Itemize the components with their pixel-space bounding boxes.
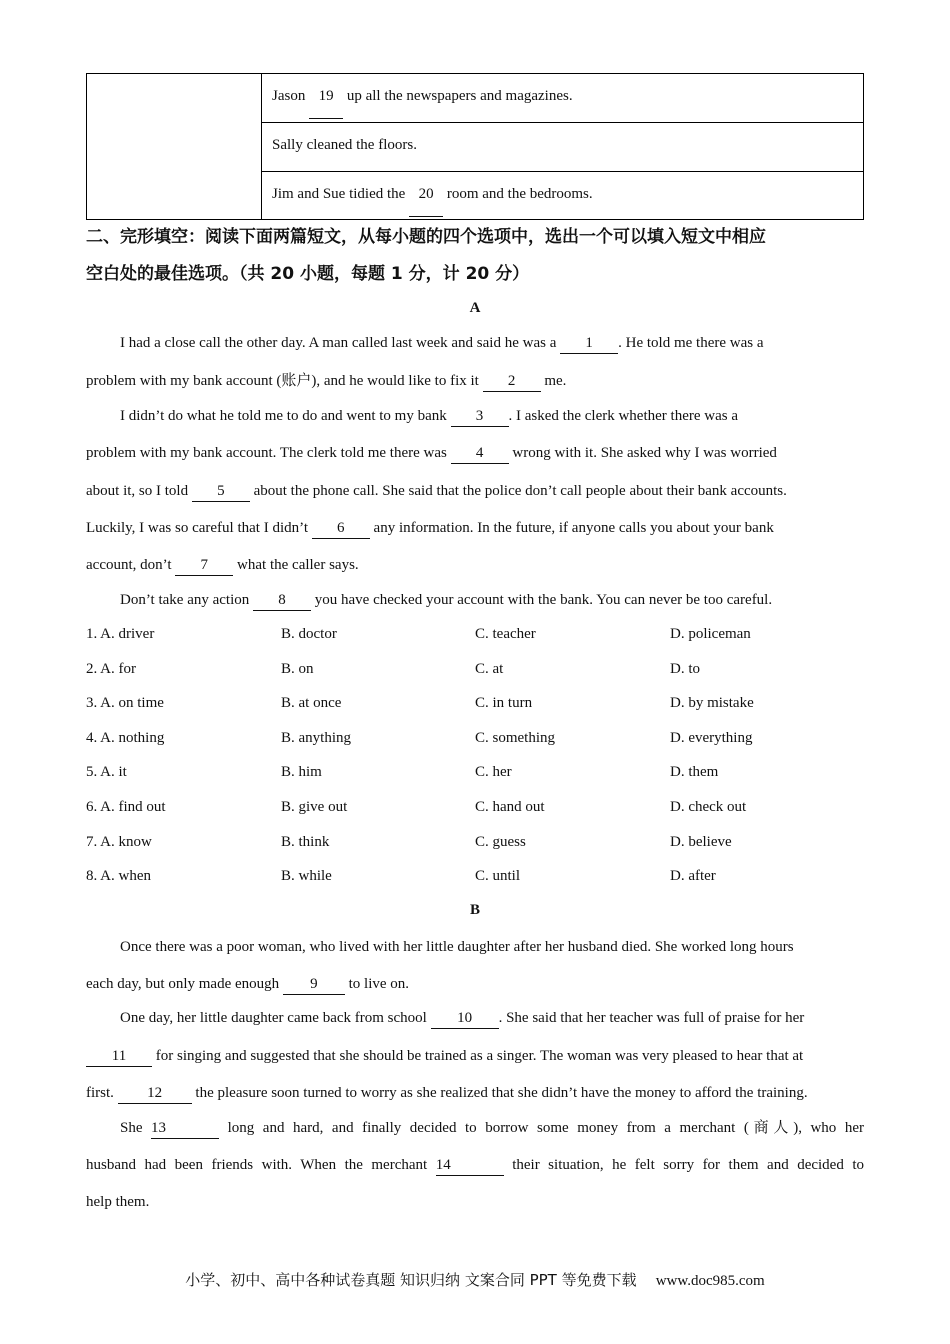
blank-7: 7 bbox=[175, 555, 233, 576]
passage-line: account, don’t 7 what the caller says. bbox=[86, 555, 864, 576]
passage-line: I had a close call the other day. A man called last week and said he was a 1 . He told me there was a bbox=[86, 333, 864, 354]
passage-line: One day, her little daughter came back from school 10 . She said that her teacher was full of praise for her bbox=[86, 1008, 864, 1029]
option-2a: 2. A. for bbox=[86, 661, 136, 677]
footer-text: 小学、初中、高中各种试卷真题 知识归纳 文案合同 PPT 等免费下载 bbox=[185, 1271, 637, 1289]
option-6d: D. check out bbox=[670, 799, 747, 815]
page-footer bbox=[0, 1269, 950, 1290]
passage-a-label: A bbox=[469, 300, 481, 316]
chores-table bbox=[86, 73, 864, 220]
option-2d: D. to bbox=[670, 661, 700, 677]
option-1c: C. teacher bbox=[475, 626, 536, 642]
passage-line: 11 for singing and suggested that she should be trained as a singer. The woman was very pleased to hear that at bbox=[86, 1046, 864, 1067]
section-heading: 二、完形填空：阅读下面两篇短文，从每小题的四个选项中，选出一个可以填入短文中相应 空白处的最佳选项。（共 20 小题，每题 1 分，计 20 分） bbox=[86, 227, 766, 284]
blank-20: 20 bbox=[409, 172, 443, 217]
option-7b: B. think bbox=[281, 834, 330, 850]
blank-9: 9 bbox=[283, 974, 345, 995]
option-1d: D. policeman bbox=[670, 626, 751, 642]
passage-line: problem with my bank account (账户), and he would like to fix it 2 me. bbox=[86, 371, 864, 392]
option-5b: B. him bbox=[281, 764, 322, 780]
option-7a: 7. A. know bbox=[86, 834, 152, 850]
passage-line: Don’t take any action 8 you have checked your account with the bank. You can never be too careful. bbox=[86, 590, 864, 611]
table-row: Sally cleaned the floors. bbox=[262, 123, 863, 172]
option-1b: B. doctor bbox=[281, 626, 337, 642]
option-4c: C. something bbox=[475, 730, 556, 746]
option-3c: C. in turn bbox=[475, 695, 533, 711]
footer-url[interactable]: www.doc985.com bbox=[655, 1273, 765, 1289]
option-4d: D. everything bbox=[670, 730, 753, 746]
option-8c: C. until bbox=[475, 868, 521, 884]
option-5a: 5. A. it bbox=[86, 764, 127, 780]
blank-14: 14 bbox=[436, 1155, 504, 1176]
blank-8: 8 bbox=[253, 590, 311, 611]
option-5c: C. her bbox=[475, 764, 512, 780]
blank-6: 6 bbox=[312, 518, 370, 539]
passage-line: each day, but only made enough 9 to live on. bbox=[86, 974, 864, 995]
option-6a: 6. A. find out bbox=[86, 799, 166, 815]
blank-10: 10 bbox=[431, 1008, 499, 1029]
blank-2: 2 bbox=[483, 371, 541, 392]
option-7c: C. guess bbox=[475, 834, 526, 850]
option-3b: B. at once bbox=[281, 695, 342, 711]
passage-line: first. 12 the pleasure soon turned to worry as she realized that she didn’t have the money to afford the training. bbox=[86, 1083, 864, 1104]
option-2c: C. at bbox=[475, 661, 504, 677]
passage-line: Once there was a poor woman, who lived with her little daughter after her husband died. She worked long hours bbox=[120, 939, 794, 955]
option-7d: D. believe bbox=[670, 834, 732, 850]
passage-b-label: B bbox=[469, 902, 480, 918]
option-8b: B. while bbox=[281, 868, 332, 884]
passage-line: Luckily, I was so careful that I didn’t 6 any information. In the future, if anyone calls you about your bank bbox=[86, 518, 864, 539]
option-5d: D. them bbox=[670, 764, 719, 780]
option-4b: B. anything bbox=[281, 730, 351, 746]
option-1a: 1. A. driver bbox=[86, 626, 155, 642]
table-left-cell bbox=[87, 74, 262, 219]
option-8a: 8. A. when bbox=[86, 868, 151, 884]
table-row: Jason 19 up all the newspapers and magazines. bbox=[262, 74, 863, 123]
blank-5: 5 bbox=[192, 481, 250, 502]
passage-line: I didn’t do what he told me to do and went to my bank 3 . I asked the clerk whether there was a bbox=[86, 406, 864, 427]
blank-11: 11 bbox=[86, 1046, 152, 1067]
option-3d: D. by mistake bbox=[670, 695, 754, 711]
blank-4: 4 bbox=[451, 443, 509, 464]
blank-13: 13 bbox=[151, 1118, 219, 1139]
option-2b: B. on bbox=[281, 661, 314, 677]
blank-1: 1 bbox=[560, 333, 618, 354]
passage-line: She 13 long and hard, and finally decided to borrow some money from a merchant (商人), who her bbox=[120, 1118, 864, 1139]
option-6c: C. hand out bbox=[475, 799, 545, 815]
blank-12: 12 bbox=[118, 1083, 192, 1104]
option-6b: B. give out bbox=[281, 799, 348, 815]
blank-19: 19 bbox=[309, 74, 343, 119]
blank-3: 3 bbox=[451, 406, 509, 427]
passage-line: about it, so I told 5 about the phone call. She said that the police don’t call people about their bank accounts. bbox=[86, 481, 864, 502]
passage-line: husband had been friends with. When the merchant 14 their situation, he felt sorry for them and decided to bbox=[86, 1155, 864, 1176]
option-3a: 3. A. on time bbox=[86, 695, 164, 711]
option-4a: 4. A. nothing bbox=[86, 730, 165, 746]
passage-line: problem with my bank account. The clerk told me there was 4 wrong with it. She asked why I was worried bbox=[86, 443, 864, 464]
passage-line: help them. bbox=[86, 1194, 150, 1210]
option-8d: D. after bbox=[670, 868, 716, 884]
table-row: Jim and Sue tidied the 20 room and the bedrooms. bbox=[262, 172, 863, 221]
